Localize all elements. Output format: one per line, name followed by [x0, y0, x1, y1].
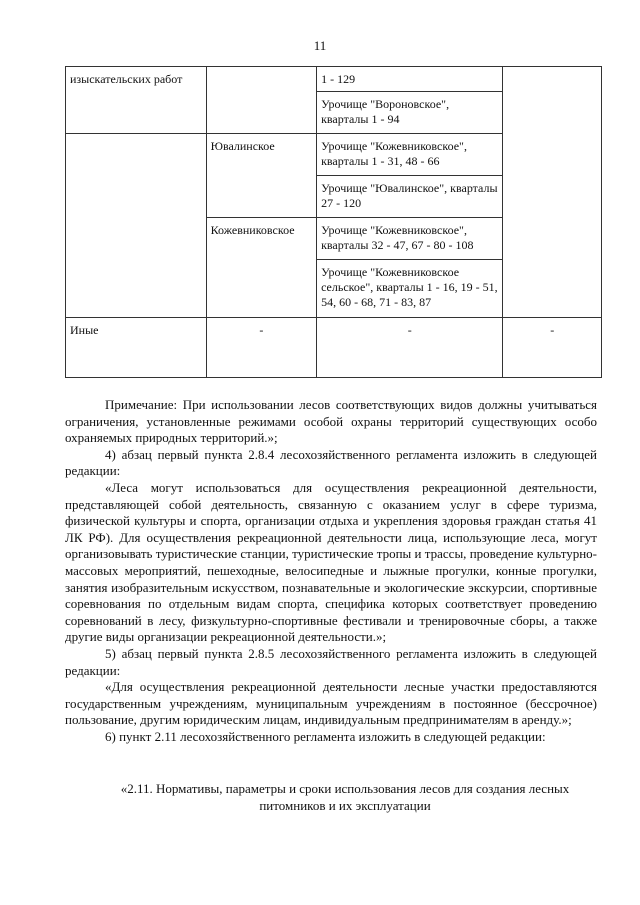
- table-cell-forestry: Ювалинское: [206, 134, 316, 218]
- table-cell-location: Урочище "Кожевниковское", кварталы 32 - 47, 67 - 80 - 108: [317, 218, 503, 260]
- note-paragraph: Примечание: При использовании лесов соответствующих видов должны учитываться ограничения, установленные режимами особой охраны территорий существующих особо охраняемых природных территорий.»;: [65, 397, 597, 446]
- table-cell-use-type: изыскательских работ: [66, 67, 207, 134]
- table-cell-location: 1 - 129: [317, 67, 503, 92]
- recreation-paragraph: «Леса могут использоваться для осуществления рекреационной деятельности, представляющей собой деятельность, связанную с оказанием услуг в сфере туризма, физической культуры и спорта, организации отдыха и укрепления здоровья граждан статья 41 ЛК РФ). Для осуществления рекреационной деятельности лица, использующие леса, могут организовывать туристические станции, туристические тропы и трассы, проведение культурно-массовых мероприятий, пешеходные, велосипедные и лыжные прогулки, конные прогулки, занятия изобразительным искусством, познавательные и экологические экскурсии, спортивные соревнования по отдельным видам спорта, специфика которых соответствует проведению соревнований в лесу, физкультурно-спортивные фестивали и тренировочные сборы, а также другие виды организации рекреационной деятельности.»;: [65, 479, 597, 645]
- table-cell-notes: [503, 67, 602, 318]
- table-cell-location: Урочище "Кожевниковское сельское", кварталы 1 - 16, 19 - 51, 54, 60 - 68, 71 - 83, 87: [317, 260, 503, 318]
- provision-paragraph: «Для осуществления рекреационной деятельности лесные участки предоставляются государственным учреждениям, муниципальным учреждениям в постоянное (бессрочное) пользование, другим юридическим лицам, индивидуальным предпринимателям в аренду.»;: [65, 679, 597, 728]
- table-cell-use-type: Иные: [66, 318, 207, 378]
- amendment-6-paragraph: 6) пункт 2.11 лесохозяйственного регламента изложить в следующей редакции:: [105, 728, 546, 744]
- table-cell-forestry: [206, 67, 316, 134]
- table-cell-forestry: Кожевниковское: [206, 218, 316, 318]
- table-cell-dash: -: [503, 318, 602, 378]
- table-row: [66, 67, 602, 92]
- table-cell-location: Урочище "Кожевниковское", кварталы 1 - 31, 48 - 66: [317, 134, 503, 176]
- body-text: [65, 397, 597, 745]
- table-cell-use-type-continued: [66, 134, 207, 318]
- table-cell-location: Урочище "Ювалинское", кварталы 27 - 120: [317, 176, 503, 218]
- amendment-5-paragraph: 5) абзац первый пункта 2.8.5 лесохозяйственного регламента изложить в следующей редакции:: [65, 645, 597, 678]
- forest-use-table: [65, 66, 602, 378]
- table-cell-location: Урочище "Вороновское", кварталы 1 - 94: [317, 92, 503, 134]
- table-cell-dash: -: [206, 318, 316, 378]
- section-heading: «2.11. Нормативы, параметры и сроки использования лесов для создания лесных питомников и их эксплуатации: [120, 781, 570, 813]
- table-row: [66, 318, 602, 378]
- table-cell-dash: -: [317, 318, 503, 378]
- amendment-4-paragraph: 4) абзац первый пункта 2.8.4 лесохозяйственного регламента изложить в следующей редакции:: [65, 446, 597, 479]
- page-number: 11: [313, 38, 327, 53]
